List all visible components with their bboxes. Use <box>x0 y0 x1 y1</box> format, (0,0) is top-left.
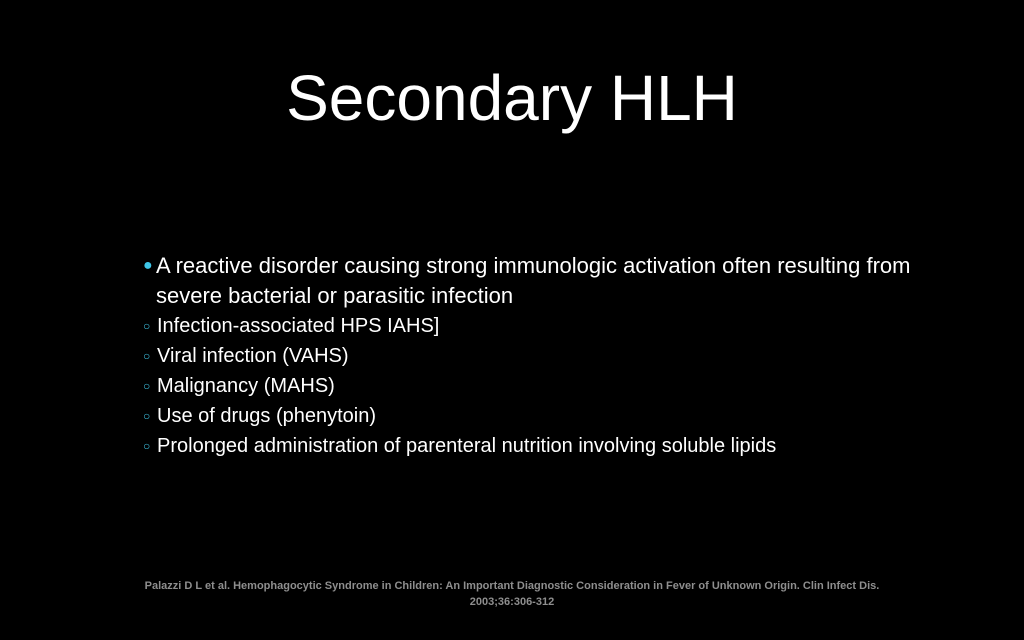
filled-circle-bullet-icon: ● <box>143 257 153 274</box>
sub-bullet-item <box>143 371 973 401</box>
sub-bullet-text: Prolonged administration of parenteral nutrition involving soluble lipids <box>157 435 777 457</box>
hollow-circle-bullet-icon: ○ <box>143 409 151 423</box>
bullet-text: A reactive disorder causing strong immunologic activation often resulting from severe bacterial or parasitic infection <box>156 253 911 308</box>
sub-bullet-item <box>143 431 973 461</box>
hollow-circle-bullet-icon: ○ <box>143 349 151 363</box>
hollow-circle-bullet-icon: ○ <box>143 319 151 333</box>
sub-bullet-text: Malignancy (MAHS) <box>157 375 335 397</box>
slide-title: Secondary HLH <box>286 62 738 134</box>
sub-bullet-item <box>143 341 973 371</box>
hollow-circle-bullet-icon: ○ <box>143 379 151 393</box>
sub-bullet-item <box>143 401 973 431</box>
citation: Palazzi D L et al. Hemophagocytic Syndrome in Children: An Important Diagnostic Consideration in Fever of Unknown Origin. Clin Infect Dis. 2003;36:306-312 <box>144 580 880 608</box>
bullet-list <box>143 251 973 461</box>
sub-bullet-text: Viral infection (VAHS) <box>157 345 349 367</box>
sub-bullet-item <box>143 311 973 341</box>
bullet-item <box>143 251 973 311</box>
sub-bullet-text: Use of drugs (phenytoin) <box>157 405 377 427</box>
sub-bullet-text: Infection-associated HPS IAHS] <box>157 315 440 337</box>
hollow-circle-bullet-icon: ○ <box>143 439 151 453</box>
